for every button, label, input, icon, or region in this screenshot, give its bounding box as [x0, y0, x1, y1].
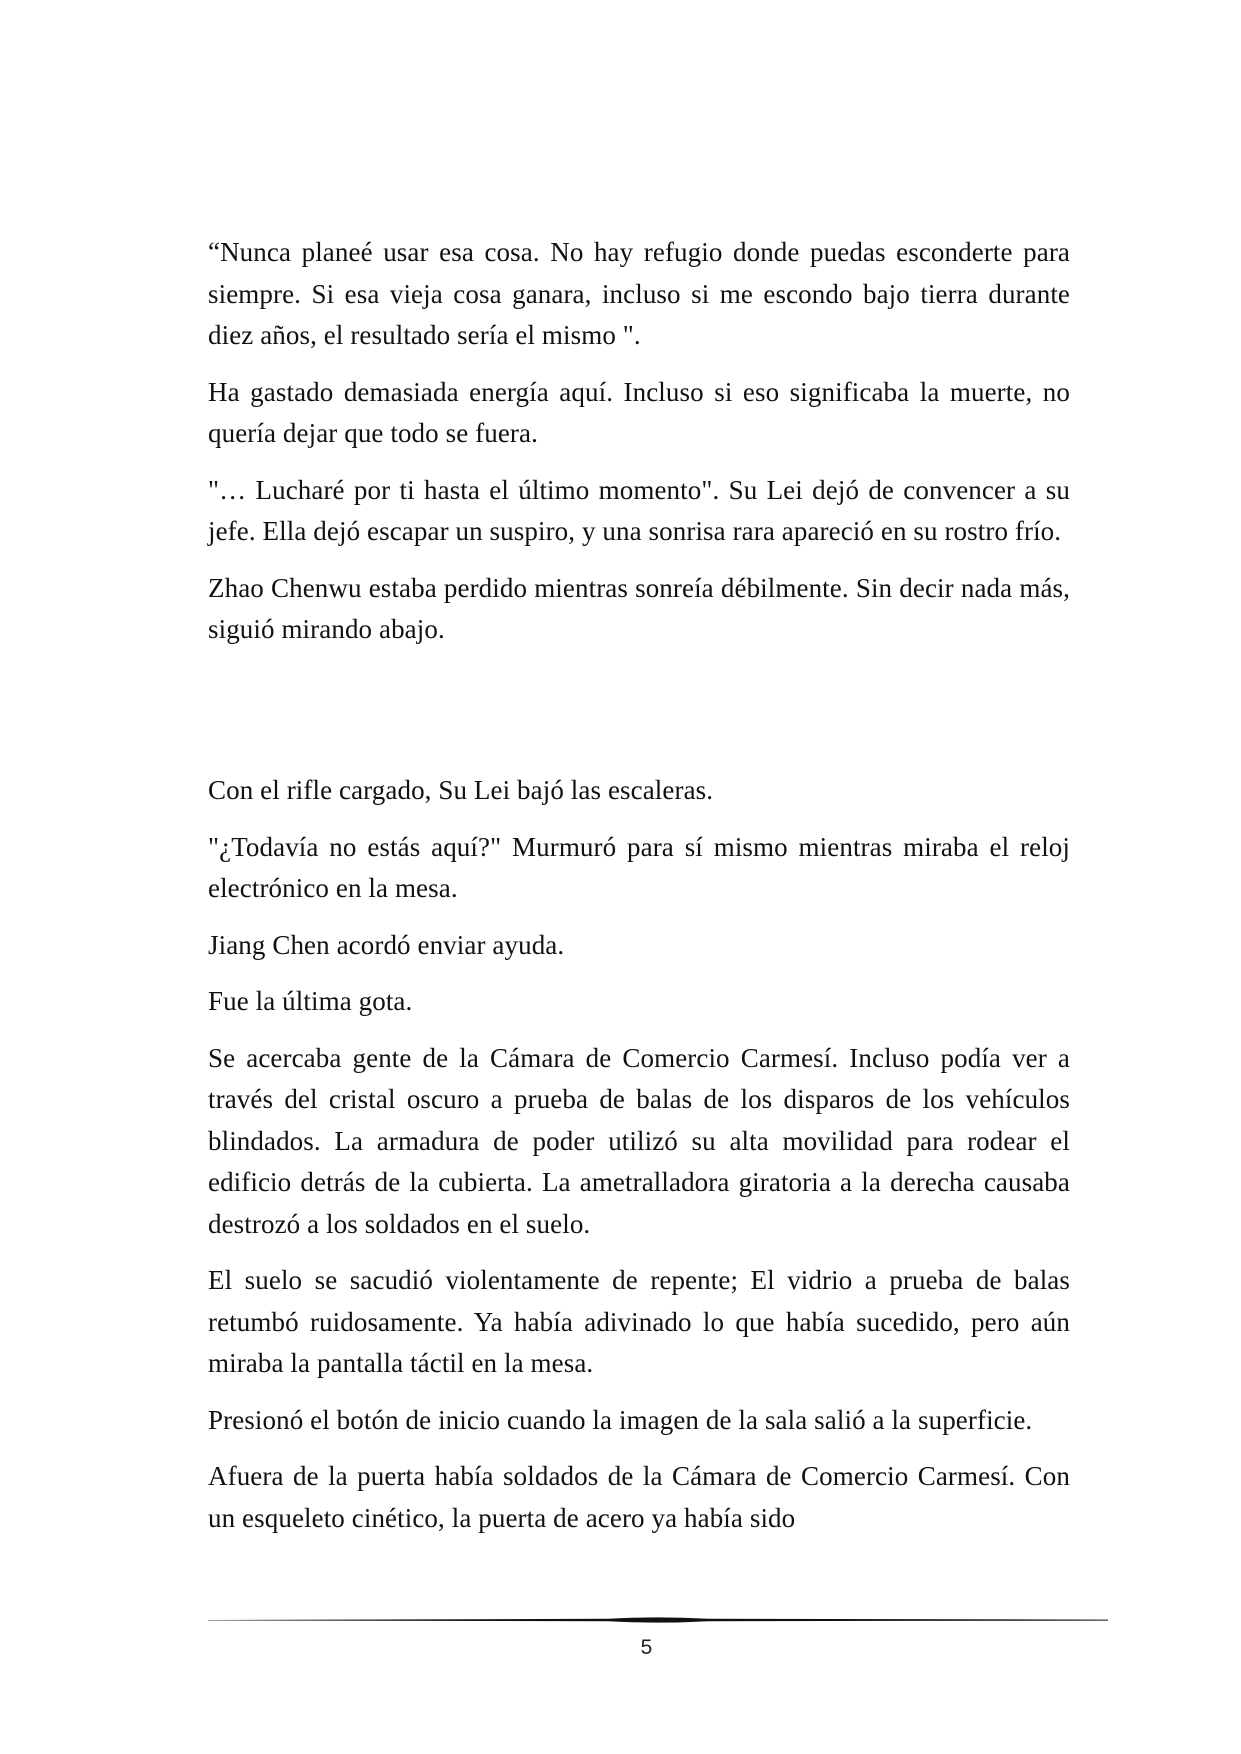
paragraph: Zhao Chenwu estaba perdido mientras sonreía débilmente. Sin decir nada más, siguió mirando abajo. [208, 572, 1070, 644]
paragraph: Ha gastado demasiada energía aquí. Incluso si eso significaba la muerte, no quería dejar que todo se fuera. [208, 376, 1070, 448]
paragraph: Con el rifle cargado, Su Lei bajó las escaleras. [208, 775, 714, 805]
paragraph: Se acercaba gente de la Cámara de Comercio Carmesí. Incluso podía ver a través del cristal oscuro a prueba de balas de los disparos de los vehículos blindados. La armadura de poder utilizó su alta movilidad para rodear el edificio detrás de la cubierta. La ametralladora giratoria a la derecha causaba destrozó a los soldados en el suelo. [208, 1042, 1070, 1239]
paragraph: Fue la última gota. [208, 986, 413, 1016]
paragraph: "… Lucharé por ti hasta el último momento". Su Lei dejó de convencer a su jefe. Ella dejó escapar un suspiro, y una sonrisa rara apareció en su rostro frío. [208, 474, 1070, 546]
page-number: 5 [640, 1636, 653, 1659]
text-section-1 [208, 232, 1070, 666]
paragraph: Jiang Chen acordó enviar ayuda. [208, 929, 565, 960]
text-section-2 [208, 770, 1070, 1554]
paragraph: “Nunca planeé usar esa cosa. No hay refugio donde puedas esconderte para siempre. Si esa vieja cosa ganara, incluso si me escondo bajo tierra durante diez años, el resultado sería el mismo ". [208, 237, 1070, 350]
paragraph: Presionó el botón de inicio cuando la imagen de la sala salió a la superficie. [208, 1404, 1033, 1435]
paragraph: El suelo se sacudió violentamente de repente; El vidrio a prueba de balas retumbó ruidosamente. Ya había adivinado lo que había sucedido, pero aún miraba la pantalla táctil en la mesa. [208, 1265, 1070, 1378]
paragraph: "¿Todavía no estás aquí?" Murmuró para sí mismo mientras miraba el reloj electrónico en la mesa. [208, 831, 1070, 903]
footer-divider [208, 1614, 1108, 1626]
paragraph: Afuera de la puerta había soldados de la Cámara de Comercio Carmesí. Con un esqueleto cinético, la puerta de acero ya había sido [208, 1461, 1070, 1533]
